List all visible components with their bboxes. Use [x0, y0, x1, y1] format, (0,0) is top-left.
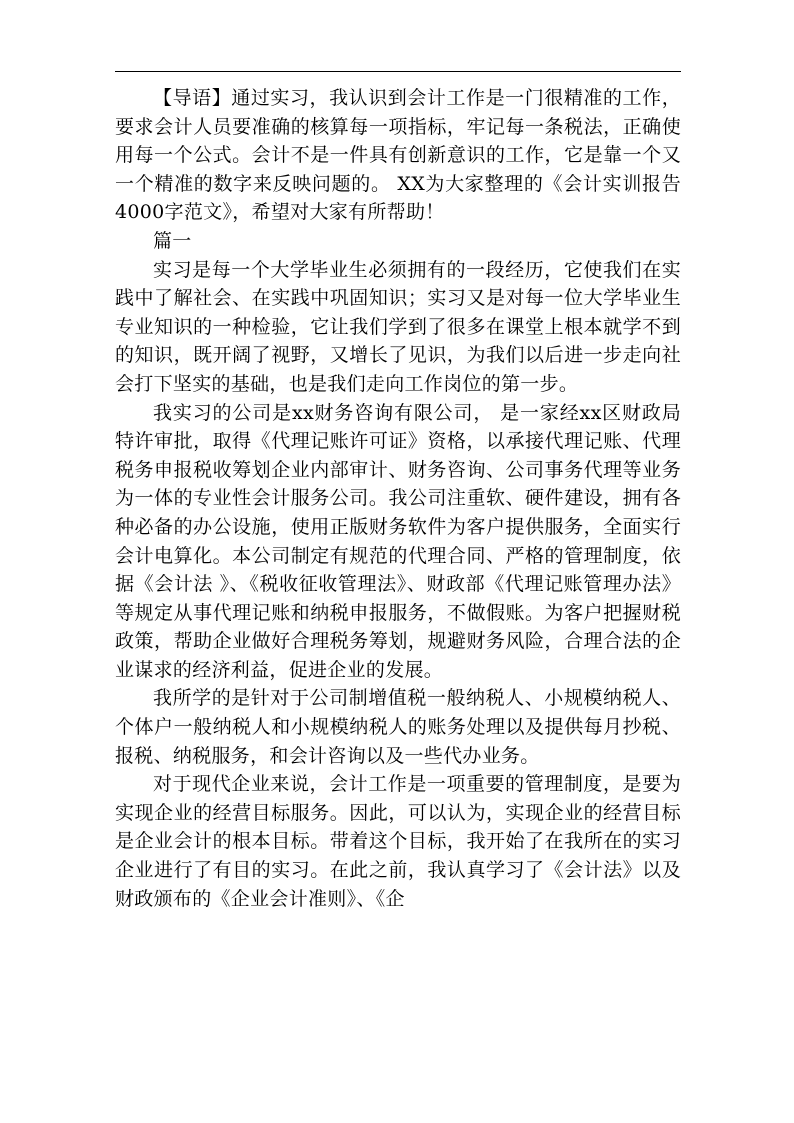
intro-paragraph: 【导语】通过实习，我认识到会计工作是一门很精准的工作，要求会计人员要准确的核算每一项指标，牢记每一条税法，正确使用每一个公式。会计不是一件具有创新意识的工作，它是靠一个又一个精准的数字来反映问题的。 XX为大家整理的《会计实训报告4000字范文》，希望对大家有所帮助！ [115, 87, 681, 224]
body-paragraph: 实习是每一个大学毕业生必须拥有的一段经历，它使我们在实践中了解社会、在实践中巩固知识；实习又是对每一位大学毕业生专业知识的一种检验，它让我们学到了很多在课堂上根本就学不到的知识，既开阔了视野，又增长了见识，为我们以后进一步走向社会打下坚实的基础，也是我们走向工作岗位的第一步。 [115, 258, 681, 395]
header-rule [115, 71, 681, 72]
body-paragraph: 我所学的是针对于公司制增值税一般纳税人、小规模纳税人、个体户一般纳税人和小规模纳税人的账务处理以及提供每月抄税、报税、纳税服务，和会计咨询以及一些代办业务。 [115, 687, 681, 767]
document-body [115, 84, 681, 913]
body-paragraph: 我实习的公司是xx财务咨询有限公司， 是一家经xx区财政局特许审批，取得《代理记账许可证》资格，以承接代理记账、代理税务申报税收筹划企业内部审计、财务咨询、公司事务代理等业务为一体的专业性会计服务公司。我公司注重软、硬件建设，拥有各种必备的办公设施，使用正版财务软件为客户提供服务，全面实行会计电算化。本公司制定有规范的代理合同、严格的管理制度，依据《会计法 》、《税收征收管理法》、财政部《代理记账管理办法》等规定从事代理记账和纳税申报服务，不做假账。为客户把握财税政策，帮助企业做好合理税务筹划，规避财务风险，合理合法的企业谋求的经济利益，促进企业的发展。 [115, 401, 681, 681]
body-paragraph: 对于现代企业来说，会计工作是一项重要的管理制度，是要为实现企业的经营目标服务。因此，可以认为，实现企业的经营目标是企业会计的根本目标。带着这个目标，我开始了在我所在的实习企业进行了有目的实习。在此之前，我认真学习了《会计法》以及财政颁布的《企业会计准则》、《企 [115, 773, 681, 910]
section-heading: 篇一 [153, 229, 192, 252]
